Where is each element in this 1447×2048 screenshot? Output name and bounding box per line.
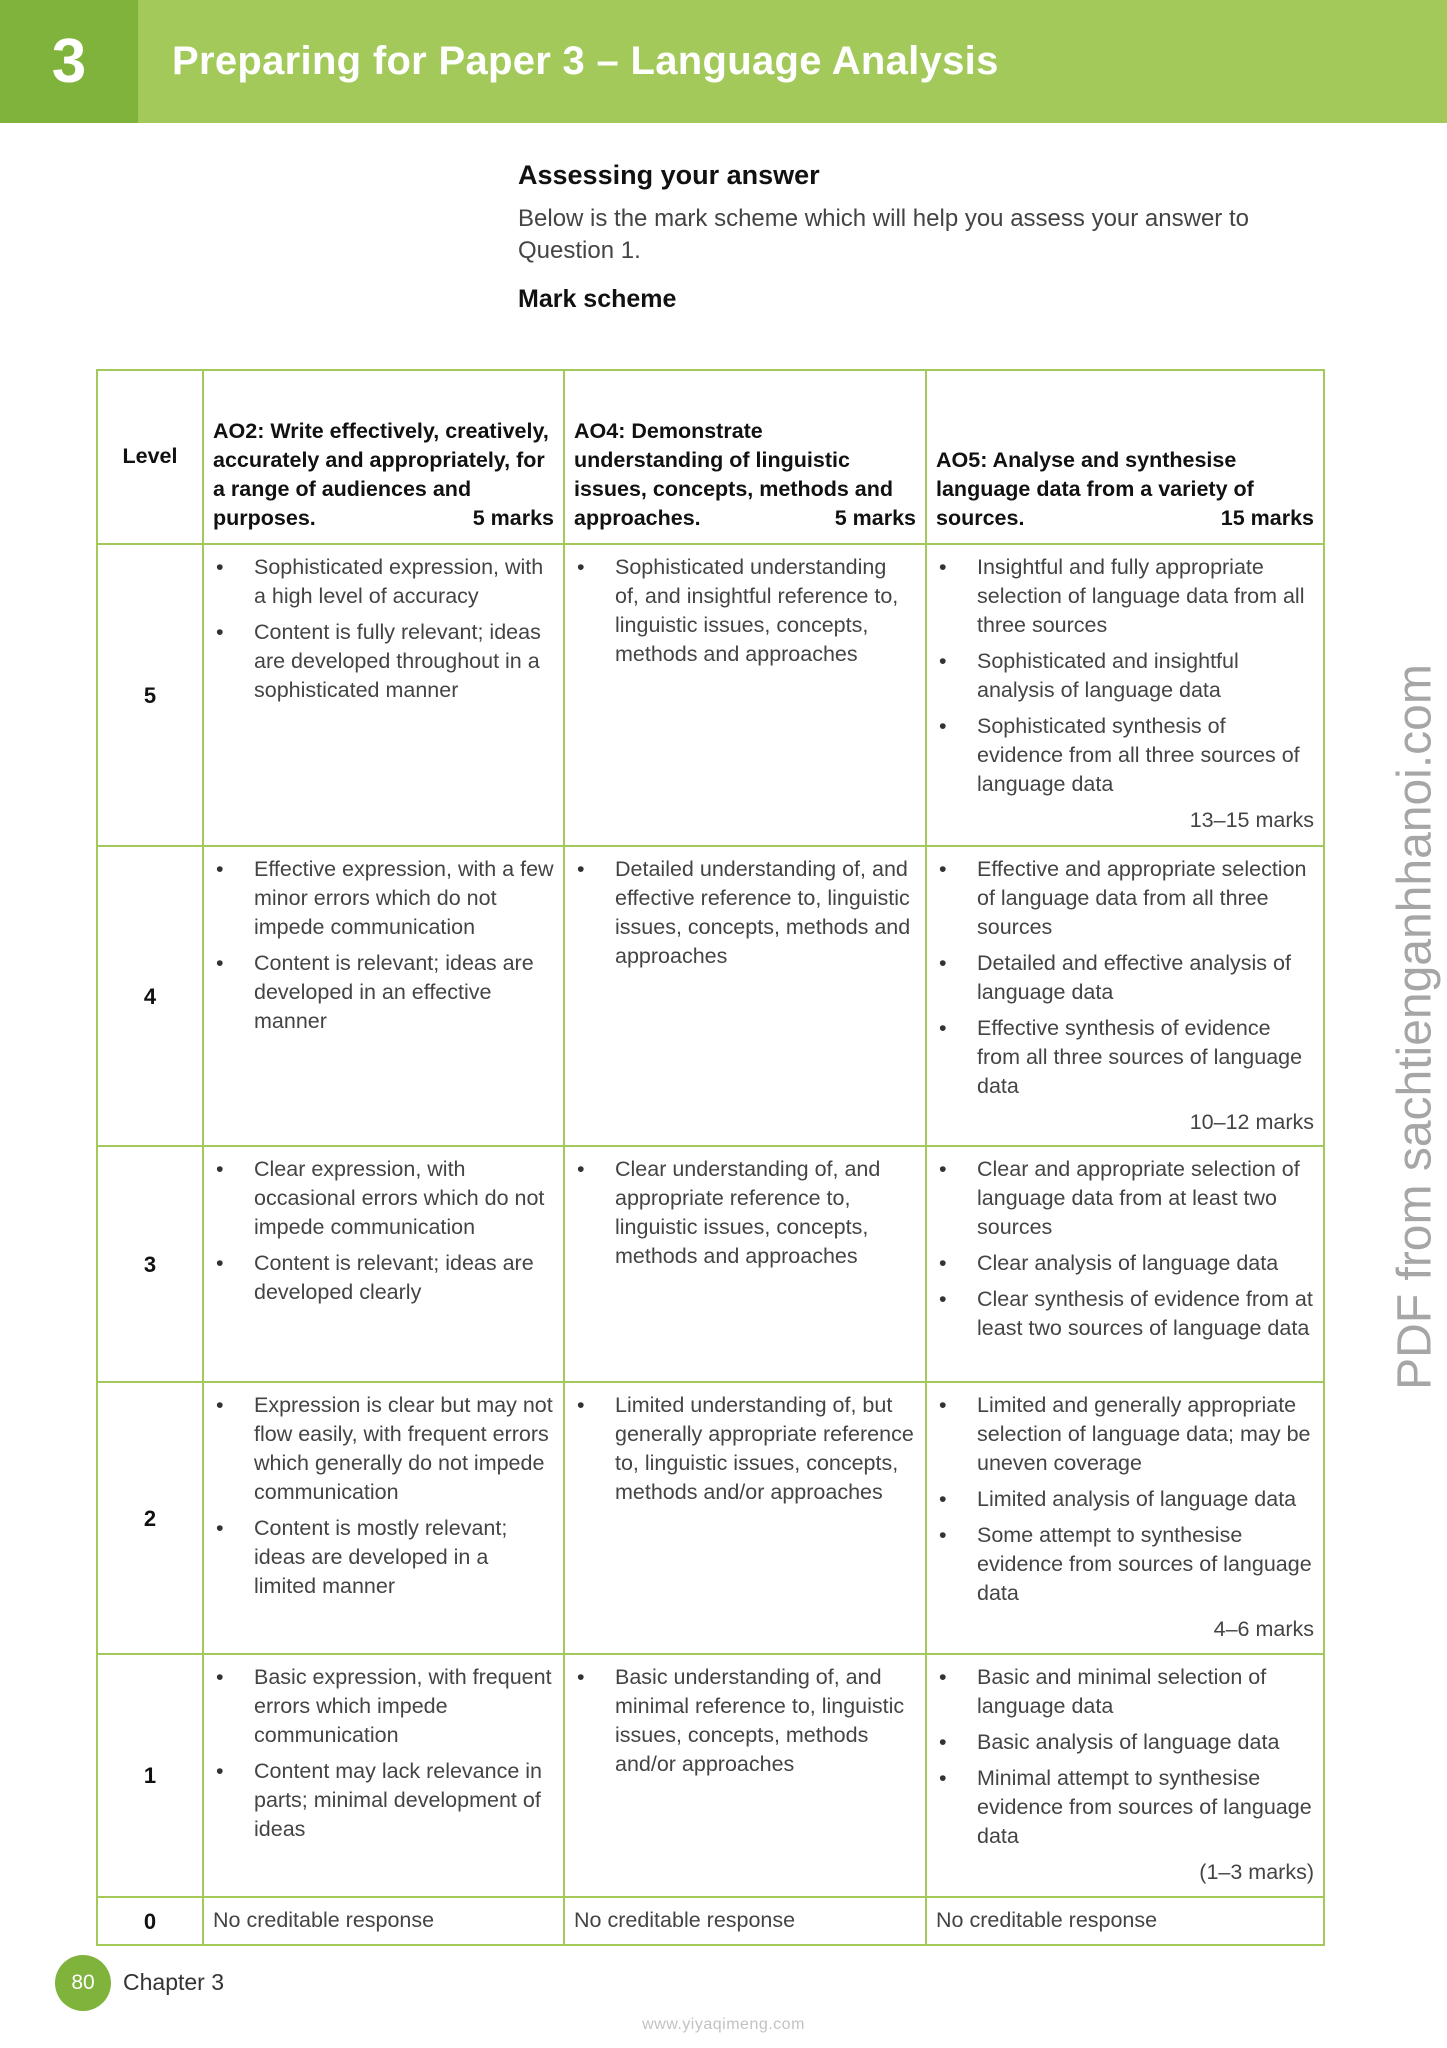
ao2-cell [203,544,564,846]
level-cell: 4 [97,846,203,1146]
chapter-number: 3 [0,0,138,123]
list-item: • Detailed understanding of, and effective reference to, linguistic issues, concepts, methods and approaches [574,855,916,971]
row-marks: 4–6 marks [1213,1617,1314,1641]
ao5-cell [926,846,1324,1146]
ao4-cell [564,1654,926,1897]
list-item: • Basic and minimal selection of language data [936,1663,1314,1721]
list-item: • Basic expression, with frequent errors which impede communication [213,1663,554,1750]
row-marks: 10–12 marks [1189,1110,1314,1134]
ao2-cell [203,1146,564,1382]
table-row [97,846,1324,1146]
list-item: • Content may lack relevance in parts; minimal development of ideas [213,1757,554,1844]
ao2-cell [203,846,564,1146]
list-item: • Effective and appropriate selection of language data from all three sources [936,855,1314,942]
ao2-header [203,370,564,544]
watermark: PDF from sachtienganhhanoi.com [1388,664,1442,1390]
level-header: Level [97,370,203,544]
footer-site: www.yiyaqimeng.com [642,2016,805,2033]
mark-scheme-table [96,369,1325,1946]
list-item: • Effective synthesis of evidence from all three sources of language data [936,1014,1314,1101]
ao5-cell [926,544,1324,846]
list-item: • Effective expression, with a few minor errors which do not impede communication [213,855,554,942]
ao4-cell [564,1382,926,1654]
mark-scheme-heading: Mark scheme [518,285,677,313]
table-row [97,544,1324,846]
list-item: • Limited analysis of language data [936,1485,1314,1514]
list-item: • Limited and generally appropriate selection of language data; may be uneven coverage [936,1391,1314,1478]
ao5-cell: No creditable response [926,1897,1324,1945]
list-item: • Clear understanding of, and appropriate reference to, linguistic issues, concepts, methods and approaches [574,1155,916,1271]
section-heading: Assessing your answer [518,160,820,190]
table-row [97,1654,1324,1897]
ao5-cell [926,1654,1324,1897]
list-item: • Expression is clear but may not flow easily, with frequent errors which generally do not impede communication [213,1391,554,1507]
ao2-cell: No creditable response [203,1897,564,1945]
ao2-cell [203,1382,564,1654]
ao4-cell [564,544,926,846]
ao4-cell [564,846,926,1146]
table-header-row [97,370,1324,544]
ao5-header-text: AO5: Analyse and synthesise language data from a variety of sources. [936,448,1254,530]
ao4-cell [564,1146,926,1382]
list-item: • Clear synthesis of evidence from at least two sources of language data [936,1285,1314,1343]
list-item: • Content is relevant; ideas are developed clearly [213,1249,554,1307]
ao5-marks: 15 marks [1220,506,1314,530]
list-item: • Content is relevant; ideas are developed in an effective manner [213,949,554,1036]
list-item: • Content is fully relevant; ideas are developed throughout in a sophisticated manner [213,618,554,705]
intro-section [518,160,1338,314]
list-item: • Basic understanding of, and minimal reference to, linguistic issues, concepts, methods and/or approaches [574,1663,916,1779]
row-marks: (1–3 marks) [1199,1860,1314,1884]
level-cell: 1 [97,1654,203,1897]
ao2-cell [203,1654,564,1897]
ao5-cell [926,1146,1324,1382]
table-row [97,1146,1324,1382]
page-number: 80 [55,1955,111,2011]
list-item: • Clear expression, with occasional errors which do not impede communication [213,1155,554,1242]
list-item: • Limited understanding of, but generally appropriate reference to, linguistic issues, concepts, methods and/or approaches [574,1391,916,1507]
list-item: • Detailed and effective analysis of language data [936,949,1314,1007]
level-cell: 3 [97,1146,203,1382]
list-item: • Basic analysis of language data [936,1728,1314,1757]
ao2-header-text: AO2: Write effectively, creatively, accurately and appropriately, for a range of audiences and purposes. [213,419,549,530]
ao5-header [926,370,1324,544]
ao5-cell [926,1382,1324,1654]
list-item: • Sophisticated synthesis of evidence from all three sources of language data [936,712,1314,799]
level-cell: 2 [97,1382,203,1654]
footer-chapter-label: Chapter 3 [123,1969,225,1995]
list-item: • Clear and appropriate selection of language data from at least two sources [936,1155,1314,1242]
ao4-marks: 5 marks [834,506,916,530]
ao2-marks: 5 marks [472,506,554,530]
ao4-cell: No creditable response [564,1897,926,1945]
list-item: • Sophisticated understanding of, and insightful reference to, linguistic issues, concepts, methods and approaches [574,553,916,669]
ao4-header-text: AO4: Demonstrate understanding of linguistic issues, concepts, methods and approaches. [574,419,894,530]
table-row [97,1382,1324,1654]
table-row [97,1897,1324,1945]
list-item: • Insightful and fully appropriate selection of language data from all three sources [936,553,1314,640]
page-title: Preparing for Paper 3 – Language Analysis [172,39,999,83]
list-item: • Some attempt to synthesise evidence from sources of language data [936,1521,1314,1608]
level-cell: 0 [97,1897,203,1945]
list-item: • Sophisticated expression, with a high level of accuracy [213,553,554,611]
level-cell: 5 [97,544,203,846]
list-item: • Clear analysis of language data [936,1249,1314,1278]
intro-text: Below is the mark scheme which will help you assess your answer to Question 1. [518,205,1249,264]
page-header [0,0,1447,123]
list-item: • Content is mostly relevant; ideas are developed in a limited manner [213,1514,554,1601]
ao4-header [564,370,926,544]
list-item: • Minimal attempt to synthesise evidence from sources of language data [936,1764,1314,1851]
row-marks: 13–15 marks [1189,808,1314,832]
list-item: • Sophisticated and insightful analysis of language data [936,647,1314,705]
